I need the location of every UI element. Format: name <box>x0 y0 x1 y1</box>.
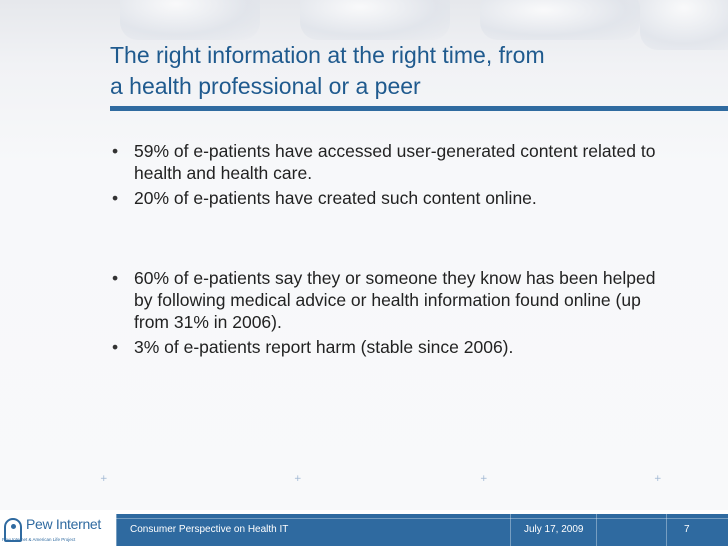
crosshair-decoration: + <box>654 474 662 484</box>
crosshair-decoration: + <box>294 474 302 484</box>
slide-title-line-1: The right information at the right time, from <box>110 42 545 68</box>
crosshair-decoration: + <box>100 474 108 484</box>
pew-internet-logo <box>0 512 112 546</box>
bullet-item: • 20% of e-patients have created such content online. <box>108 187 668 209</box>
slide-title <box>110 40 710 102</box>
bullet-list <box>108 140 668 361</box>
logo-subtext: Pew Internet & American Life Project <box>2 537 76 542</box>
footer-date: July 17, 2009 <box>524 524 584 535</box>
bullet-spacer <box>108 212 668 267</box>
footer-divider <box>116 518 728 519</box>
bullet-item: • 59% of e-patients have accessed user-generated content related to health and health care. <box>108 140 668 184</box>
footer-page-number: 7 <box>684 524 690 535</box>
background-keyboard-decoration <box>120 0 260 40</box>
bullet-item: • 60% of e-patients say they or someone they know has been helped by following medical advice or health information found online (up from 31% in 2006). <box>108 267 668 333</box>
footer-presentation-title: Consumer Perspective on Health IT <box>130 524 289 535</box>
crosshair-decoration: + <box>480 474 488 484</box>
slide-title-line-2: a health professional or a peer <box>110 73 421 99</box>
background-keyboard-decoration <box>480 0 640 40</box>
logo-text: Pew Internet <box>26 516 101 532</box>
bullet-item: • 3% of e-patients report harm (stable since 2006). <box>108 336 668 358</box>
title-underline <box>110 106 728 111</box>
background-keyboard-decoration <box>300 0 450 40</box>
